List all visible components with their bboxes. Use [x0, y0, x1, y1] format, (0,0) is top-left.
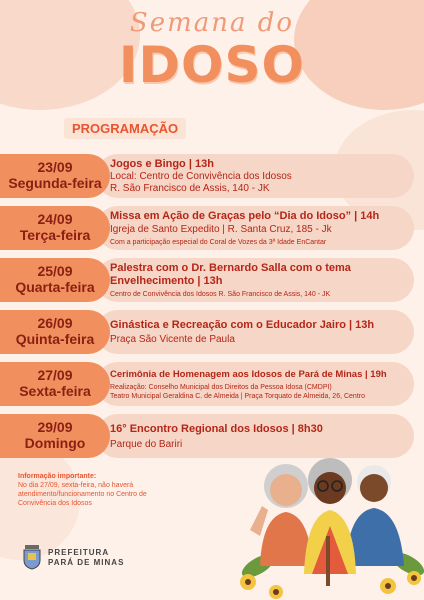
elderly-people-illustration: [238, 446, 424, 600]
date-pill: [0, 206, 110, 250]
info-text: No dia 27/09, sexta-feira, não haverá atendimento/funcionamento no Centro de Convivência dos Idosos: [18, 482, 147, 507]
coat-of-arms-icon: [22, 544, 42, 570]
event-date: 26/09: [37, 315, 73, 331]
event-detail: Igreja de Santo Expedito | R. Santa Cruz, 185 - Jk: [110, 224, 332, 235]
header-subtitle: Semana do: [129, 8, 295, 38]
event-date: 25/09: [37, 263, 73, 279]
event-note: Com a participação especial do Coral de Vozes da 3ª Idade EnCantar: [110, 239, 327, 246]
event-title: Cerimônia de Homenagem aos Idosos de Pará de Minas | 19h: [110, 369, 387, 380]
event-card: [96, 258, 414, 302]
event-title: Missa em Ação de Graças pelo “Dia do Idoso” | 14h: [110, 210, 380, 222]
event-weekday: Segunda-feira: [8, 175, 102, 191]
date-pill: [0, 414, 110, 458]
event-date: 24/09: [37, 211, 73, 227]
event-detail: Parque do Bariri: [110, 439, 183, 450]
event-weekday: Sexta-feira: [19, 383, 91, 399]
date-pill: [0, 362, 110, 406]
event-title: Ginástica e Recreação com o Educador Jairo | 13h: [110, 319, 375, 331]
date-pill: [0, 258, 110, 302]
event-row: [0, 414, 424, 458]
event-row: [0, 310, 424, 354]
event-row: [0, 206, 424, 250]
date-pill: [0, 154, 110, 198]
event-note: Centro de Convivência dos Idosos R. São Francisco de Assis, 140 - JK: [110, 291, 331, 298]
event-card: [96, 206, 414, 250]
logo-line1: PREFEITURA: [48, 548, 110, 557]
event-title: Palestra com o Dr. Bernardo Salla com o tema Envelhecimento | 13h: [110, 262, 351, 287]
event-card: [96, 362, 414, 406]
event-weekday: Quinta-feira: [15, 331, 95, 347]
programacao-badge: PROGRAMAÇÃO: [64, 118, 186, 139]
event-card: [96, 154, 414, 198]
event-date: 23/09: [37, 159, 73, 175]
date-pill: [0, 310, 110, 354]
event-detail: Praça São Vicente de Paula: [110, 334, 235, 345]
event-weekday: Quarta-feira: [15, 279, 95, 295]
event-title: 16° Encontro Regional dos Idosos | 8h30: [110, 423, 323, 435]
logo-line2: PARÁ DE MINAS: [48, 558, 125, 567]
event-weekday: Domingo: [24, 435, 86, 451]
event-date: 27/09: [37, 367, 73, 383]
important-info: [18, 472, 178, 508]
event-weekday: Terça-feira: [19, 227, 91, 243]
event-title: Jogos e Bingo | 13h: [110, 158, 214, 170]
event-note: Realização: Conselho Municipal dos Direitos da Pessoa Idosa (CMDPI): [110, 384, 332, 391]
event-row: [0, 362, 424, 406]
event-detail: R. São Francisco de Assis, 140 - JK: [110, 183, 270, 194]
event-row: [0, 154, 424, 198]
event-card: [96, 310, 414, 354]
event-note: Teatro Municipal Geraldina C. de Almeida | Praça Torquato de Almeida, 26, Centro: [110, 393, 365, 400]
event-card: [96, 414, 414, 458]
page-title: IDOSO: [118, 36, 306, 94]
event-date: 29/09: [37, 419, 73, 435]
event-row: [0, 258, 424, 302]
info-heading: Informação importante:: [18, 473, 97, 480]
event-detail: Local: Centro de Convivência dos Idosos: [110, 171, 292, 182]
